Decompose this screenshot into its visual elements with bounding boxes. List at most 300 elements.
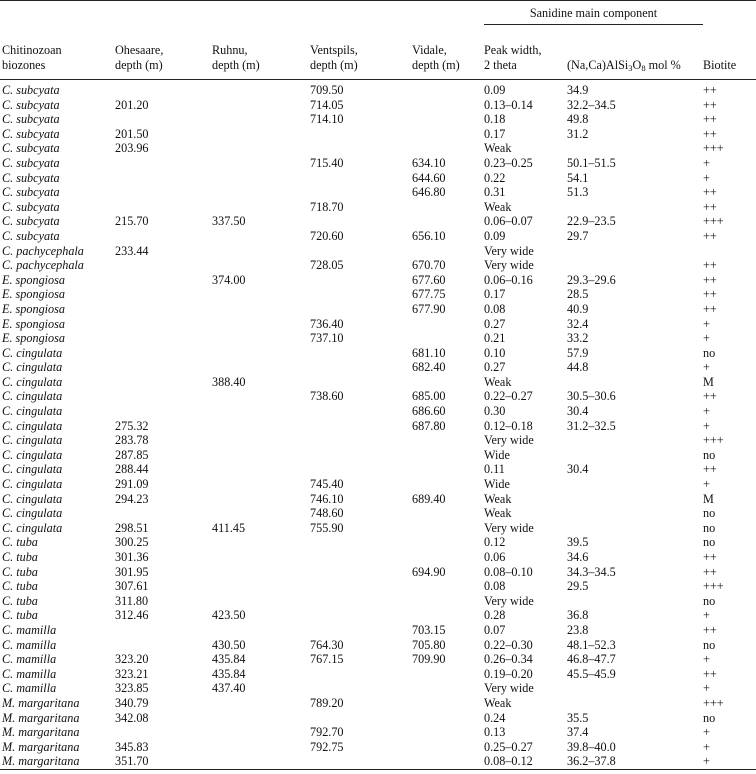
cell-ventspils-depth: 709.50 <box>310 83 344 97</box>
cell-biotite: + <box>703 331 710 346</box>
cell-ruhnu-depth: 411.45 <box>212 520 246 535</box>
cell-biozone: C. mamilla <box>2 637 57 652</box>
cell-composition: 30.4 <box>567 462 589 477</box>
cell-ventspils-depth <box>310 244 412 259</box>
cell-biotite: + <box>703 170 710 185</box>
cell-ohesaare-depth <box>115 331 212 346</box>
cell-biotite: + <box>703 754 756 769</box>
cell-biozone: C. cingulata <box>2 418 63 433</box>
cell-biozone: C. subcyata <box>2 228 60 243</box>
cell-biotite: no <box>703 506 716 521</box>
cell-biozone: C. cingulata <box>2 374 63 389</box>
cell-ventspils-depth <box>310 273 412 288</box>
cell-ventspils-depth <box>310 681 412 696</box>
cell-biotite: ++ <box>703 564 717 579</box>
table-header <box>0 1 756 80</box>
cell-vidale-depth <box>412 535 484 550</box>
cell-vidale-depth: 670.70 <box>412 258 446 273</box>
cell-ventspils-depth <box>310 419 412 434</box>
table-row <box>0 156 756 171</box>
cell-biozone: C. cingulata <box>2 389 63 404</box>
cell-ohesaare-depth <box>115 302 212 317</box>
cell-ruhnu-depth: 435.84 <box>212 666 246 681</box>
cell-peak-width: 0.08–0.10 <box>484 564 533 579</box>
cell-ventspils-depth <box>310 360 412 375</box>
composition-formula-part1: (Na,Ca)AlSi <box>567 58 629 72</box>
cell-peak-width: 0.08 <box>484 301 506 316</box>
cell-composition: 29.5 <box>567 579 589 594</box>
cell-composition: 51.3 <box>567 185 589 200</box>
cell-ruhnu-depth: 435.84 <box>212 652 246 667</box>
cell-composition: 50.1–51.5 <box>567 155 616 170</box>
table-row <box>0 346 756 361</box>
cell-ruhnu-depth <box>212 550 310 565</box>
cell-biozone: C. cingulata <box>2 360 63 375</box>
cell-biotite: + <box>703 155 710 170</box>
cell-ruhnu-depth <box>212 433 310 448</box>
cell-peak-width: 0.10 <box>484 345 506 360</box>
cell-ohesaare-depth <box>115 229 212 244</box>
table-row <box>0 550 756 565</box>
cell-biozone: C. subcyata <box>2 199 60 214</box>
cell-peak-width: 0.12–0.18 <box>484 418 533 433</box>
cell-composition <box>567 681 703 696</box>
cell-biotite: ++ <box>703 126 717 141</box>
cell-peak-width: 0.25–0.27 <box>484 739 533 754</box>
cell-composition: 36.8 <box>567 608 589 623</box>
cell-vidale-depth <box>412 594 484 609</box>
cell-ohesaare-depth: 345.83 <box>115 739 149 754</box>
cell-biotite: ++ <box>703 462 717 477</box>
cell-ohesaare-depth: 291.09 <box>115 477 149 492</box>
cell-ruhnu-depth <box>212 696 310 711</box>
table-row <box>0 331 756 346</box>
cell-composition: 34.9 <box>567 83 589 97</box>
cell-peak-width: Weak <box>484 374 512 389</box>
cell-peak-width: Very wide <box>484 520 534 535</box>
cell-ruhnu-depth <box>212 477 310 492</box>
cell-composition <box>567 492 703 507</box>
cell-ruhnu-depth <box>212 419 310 434</box>
cell-biotite: + <box>703 725 710 740</box>
table-row <box>0 652 756 667</box>
cell-ventspils-depth: 736.40 <box>310 316 344 331</box>
cell-biotite: ++ <box>703 666 717 681</box>
cell-ohesaare-depth: 288.44 <box>115 462 149 477</box>
cell-ventspils-depth: 720.60 <box>310 228 344 243</box>
cell-ventspils-depth: 748.60 <box>310 506 344 521</box>
cell-ruhnu-depth <box>212 360 310 375</box>
cell-biotite: ++ <box>703 185 717 200</box>
cell-ventspils-depth <box>310 594 412 609</box>
cell-biozone: C. cingulata <box>2 462 63 477</box>
table-row <box>0 214 756 229</box>
cell-peak-width: 0.17 <box>484 287 506 302</box>
cell-ohesaare-depth <box>115 725 212 740</box>
cell-biozone: C. subcyata <box>2 170 60 185</box>
cell-ventspils-depth <box>310 462 412 477</box>
cell-composition: 28.5 <box>567 287 589 302</box>
cell-ohesaare-depth: 301.95 <box>115 564 149 579</box>
cell-peak-width: 0.22–0.30 <box>484 637 533 652</box>
cell-ruhnu-depth: 388.40 <box>212 374 246 389</box>
cell-biozone: C. tuba <box>2 608 38 623</box>
cell-ohesaare-depth: 233.44 <box>115 243 149 258</box>
cell-biotite: no <box>703 520 716 535</box>
cell-peak-width: 0.08–0.12 <box>484 754 567 769</box>
cell-vidale-depth <box>412 681 484 696</box>
cell-biozone: C. tuba <box>2 550 38 564</box>
cell-ventspils-depth <box>310 711 412 726</box>
cell-vidale-depth: 687.80 <box>412 418 446 433</box>
cell-peak-width: Weak <box>484 506 512 521</box>
cell-ruhnu-depth <box>212 141 310 156</box>
table-row <box>0 535 756 550</box>
cell-vidale-depth <box>412 696 484 711</box>
cell-ruhnu-depth <box>212 302 310 317</box>
cell-ventspils-depth <box>310 346 412 361</box>
cell-vidale-depth: 677.60 <box>412 272 446 287</box>
cell-ventspils-depth <box>310 127 412 142</box>
cell-ruhnu-depth <box>212 331 310 346</box>
cell-peak-width: 0.13 <box>484 725 506 740</box>
cell-peak-width: Wide <box>484 477 510 492</box>
cell-ruhnu-depth <box>212 711 310 726</box>
cell-vidale-depth <box>412 80 484 98</box>
cell-ventspils-depth: 764.30 <box>310 637 344 652</box>
table-row <box>0 740 756 755</box>
cell-biozone: C. mamilla <box>2 666 57 681</box>
cell-ohesaare-depth: 307.61 <box>115 579 149 594</box>
cell-ventspils-depth <box>310 550 412 565</box>
cell-peak-width: 0.31 <box>484 185 506 200</box>
cell-ventspils-depth: 714.05 <box>310 97 344 112</box>
cell-ruhnu-depth <box>212 754 310 769</box>
cell-composition <box>567 200 703 215</box>
table-row <box>0 623 756 638</box>
cell-composition: 30.4 <box>567 404 589 419</box>
cell-ohesaare-depth <box>115 112 212 127</box>
table-row <box>0 200 756 215</box>
table-row <box>0 112 756 127</box>
cell-biotite: ++ <box>703 83 717 97</box>
cell-peak-width: 0.17 <box>484 126 506 141</box>
composition-sub-3: 3 <box>628 63 633 73</box>
cell-peak-width: 0.23–0.25 <box>484 155 533 170</box>
cell-vidale-depth: 705.80 <box>412 637 446 652</box>
cell-vidale-depth: 677.90 <box>412 301 446 316</box>
table-row <box>0 448 756 463</box>
cell-peak-width: 0.27 <box>484 360 506 375</box>
table-row <box>0 389 756 404</box>
cell-biozone: M. margaritana <box>2 695 80 710</box>
cell-ruhnu-depth <box>212 725 310 740</box>
cell-ohesaare-depth <box>115 287 212 302</box>
cell-peak-width: 0.06–0.16 <box>484 272 533 287</box>
cell-ohesaare-depth <box>115 200 212 215</box>
cell-vidale-depth <box>412 141 484 156</box>
cell-ruhnu-depth <box>212 317 310 332</box>
cell-biotite: +++ <box>703 433 724 448</box>
cell-ruhnu-depth <box>212 565 310 580</box>
cell-peak-width: 0.08 <box>484 579 506 594</box>
cell-biotite: no <box>703 637 716 652</box>
cell-composition <box>567 141 703 156</box>
cell-peak-width: 0.22 <box>484 170 506 185</box>
cell-vidale-depth <box>412 127 484 142</box>
cell-composition <box>567 448 703 463</box>
cell-biozone: C. cingulata <box>2 477 63 492</box>
cell-biozone: C. subcyata <box>2 185 60 200</box>
cell-peak-width: Very wide <box>484 593 534 608</box>
cell-biotite: + <box>703 316 710 331</box>
cell-vidale-depth <box>412 725 484 740</box>
cell-ventspils-depth: 792.70 <box>310 725 344 740</box>
cell-vidale-depth <box>412 200 484 215</box>
cell-composition: 32.4 <box>567 316 589 331</box>
cell-biotite: no <box>703 345 716 360</box>
cell-peak-width: Very wide <box>484 681 534 696</box>
cell-vidale-depth <box>412 331 484 346</box>
cell-vidale-depth <box>412 579 484 594</box>
cell-vidale-depth <box>412 98 484 113</box>
table-row <box>0 171 756 186</box>
cell-composition: 48.1–52.3 <box>567 637 616 652</box>
cell-ruhnu-depth: 437.40 <box>212 681 246 696</box>
cell-biozone: C. mamilla <box>2 652 57 667</box>
cell-ohesaare-depth: 323.20 <box>115 652 149 667</box>
cell-vidale-depth <box>412 754 484 769</box>
table-row <box>0 681 756 696</box>
cell-ruhnu-depth <box>212 579 310 594</box>
cell-vidale-depth: 681.10 <box>412 345 446 360</box>
cell-vidale-depth <box>412 711 484 726</box>
cell-vidale-depth <box>412 433 484 448</box>
cell-ruhnu-depth <box>212 80 310 98</box>
cell-biotite: ++ <box>703 622 717 637</box>
cell-ohesaare-depth <box>115 80 212 98</box>
cell-ruhnu-depth <box>212 389 310 404</box>
cell-ohesaare-depth: 323.85 <box>115 681 149 696</box>
header-composition <box>567 25 703 80</box>
cell-biozone: C. cingulata <box>2 520 63 535</box>
cell-vidale-depth <box>412 112 484 127</box>
cell-composition: 49.8 <box>567 112 589 127</box>
cell-biotite: + <box>703 360 710 375</box>
cell-biozone: C. mamilla <box>2 681 57 696</box>
cell-ventspils-depth <box>310 754 412 769</box>
cell-ruhnu-depth <box>212 156 310 171</box>
cell-ventspils-depth <box>310 302 412 317</box>
cell-ventspils-depth: 755.90 <box>310 520 344 535</box>
cell-vidale-depth: 682.40 <box>412 360 446 375</box>
cell-biozone: C. subcyata <box>2 141 60 156</box>
header-columns-row <box>0 25 756 80</box>
cell-biotite: + <box>703 652 710 667</box>
cell-peak-width: 0.24 <box>484 710 506 725</box>
table-row <box>0 360 756 375</box>
cell-ohesaare-depth <box>115 185 212 200</box>
cell-composition: 35.5 <box>567 710 589 725</box>
cell-composition: 34.3–34.5 <box>567 564 616 579</box>
cell-biozone: E. spongiosa <box>2 331 65 346</box>
cell-peak-width: 0.07 <box>484 622 506 637</box>
cell-ohesaare-depth: 300.25 <box>115 535 149 550</box>
cell-biozone: C. pachycephala <box>2 243 84 258</box>
cell-composition <box>567 477 703 492</box>
cell-ruhnu-depth: 337.50 <box>212 214 246 229</box>
cell-biozone: M. margaritana <box>2 710 80 725</box>
composition-formula-unit: mol % <box>645 58 681 72</box>
table-row <box>0 419 756 434</box>
header-ohesaare: Ohesaare, depth (m) <box>115 43 164 72</box>
table-row <box>0 433 756 448</box>
cell-biotite: ++ <box>703 287 717 302</box>
cell-vidale-depth <box>412 740 484 755</box>
cell-ohesaare-depth <box>115 389 212 404</box>
cell-composition <box>567 696 703 711</box>
cell-peak-width: 0.28 <box>484 608 506 623</box>
cell-peak-width: Weak <box>484 695 512 710</box>
table-row <box>0 506 756 521</box>
cell-biotite: ++ <box>703 301 717 316</box>
cell-biotite: + <box>703 681 710 696</box>
cell-vidale-depth <box>412 244 484 259</box>
table-row <box>0 696 756 711</box>
cell-composition <box>567 594 703 609</box>
cell-peak-width: Weak <box>484 199 512 214</box>
cell-composition: 31.2 <box>567 126 589 141</box>
table-row <box>0 127 756 142</box>
cell-peak-width: 0.09 <box>484 83 506 97</box>
cell-ohesaare-depth: 294.23 <box>115 491 149 506</box>
table-row <box>0 244 756 259</box>
cell-ruhnu-depth <box>212 185 310 200</box>
cell-ruhnu-depth <box>212 287 310 302</box>
cell-ventspils-depth <box>310 608 412 623</box>
table-row <box>0 594 756 609</box>
cell-biotite: ++ <box>703 112 717 127</box>
cell-vidale-depth <box>412 521 484 536</box>
cell-ohesaare-depth <box>115 506 212 521</box>
cell-vidale-depth: 703.15 <box>412 622 446 637</box>
cell-ventspils-depth: 792.75 <box>310 739 344 754</box>
cell-ohesaare-depth: 275.32 <box>115 418 149 433</box>
cell-vidale-depth: 646.80 <box>412 185 446 200</box>
cell-biotite: no <box>703 447 716 462</box>
cell-composition: 29.3–29.6 <box>567 272 616 287</box>
cell-ventspils-depth <box>310 171 412 186</box>
cell-ohesaare-depth <box>115 156 212 171</box>
cell-vidale-depth: 686.60 <box>412 404 446 419</box>
cell-ventspils-depth: 718.70 <box>310 199 344 214</box>
cell-peak-width: Very wide <box>484 258 534 273</box>
table-row <box>0 258 756 273</box>
cell-biotite: +++ <box>703 579 724 594</box>
cell-biozone: C. tuba <box>2 535 38 550</box>
cell-biotite: ++ <box>703 550 717 564</box>
header-sanidine-group: Sanidine main component <box>484 2 703 25</box>
cell-vidale-depth: 689.40 <box>412 491 446 506</box>
cell-ventspils-depth <box>310 623 412 638</box>
cell-vidale-depth: 656.10 <box>412 228 446 243</box>
table-row <box>0 80 756 98</box>
cell-peak-width: 0.22–0.27 <box>484 389 533 404</box>
cell-peak-width: 0.12 <box>484 535 506 550</box>
cell-biozone: M. margaritana <box>0 754 115 769</box>
cell-ruhnu-depth <box>212 506 310 521</box>
cell-vidale-depth <box>412 375 484 390</box>
cell-composition: 40.9 <box>567 301 589 316</box>
cell-composition: 54.1 <box>567 170 589 185</box>
table-row <box>0 229 756 244</box>
cell-biotite: no <box>703 593 716 608</box>
cell-ventspils-depth <box>310 214 412 229</box>
cell-biozone: C. cingulata <box>2 491 63 506</box>
cell-biotite: no <box>703 535 716 550</box>
cell-ventspils-depth <box>310 448 412 463</box>
cell-biozone: C. pachycephala <box>2 258 84 273</box>
cell-ruhnu-depth <box>212 98 310 113</box>
cell-ruhnu-depth <box>212 112 310 127</box>
cell-biozone: M. margaritana <box>2 725 80 740</box>
cell-ventspils-depth <box>310 287 412 302</box>
cell-peak-width: 0.19–0.20 <box>484 666 533 681</box>
cell-biozone: C. cingulata <box>2 404 63 419</box>
table-row <box>0 273 756 288</box>
cell-ventspils-depth <box>310 141 412 156</box>
cell-peak-width: 0.09 <box>484 228 506 243</box>
cell-ventspils-depth <box>310 579 412 594</box>
cell-ruhnu-depth <box>212 258 310 273</box>
table-row <box>0 287 756 302</box>
cell-peak-width: 0.06–0.07 <box>484 214 533 229</box>
cell-peak-width: 0.11 <box>484 462 505 477</box>
cell-biotite: no <box>703 710 716 725</box>
table-row <box>0 317 756 332</box>
table-row <box>0 141 756 156</box>
cell-biozone: C. subcyata <box>2 155 60 170</box>
cell-peak-width: 0.06 <box>484 550 506 564</box>
cell-peak-width: 0.30 <box>484 404 506 419</box>
cell-ventspils-depth <box>310 535 412 550</box>
cell-vidale-depth <box>412 608 484 623</box>
cell-vidale-depth: 677.75 <box>412 287 446 302</box>
table-row <box>0 711 756 726</box>
cell-composition: 31.2–32.5 <box>567 418 616 433</box>
cell-ohesaare-depth: 298.51 <box>115 520 149 535</box>
cell-vidale-depth: 709.90 <box>412 652 446 667</box>
cell-biozone: C. tuba <box>2 564 38 579</box>
table-row <box>0 492 756 507</box>
cell-biotite: + <box>703 739 710 754</box>
cell-vidale-depth <box>412 550 484 565</box>
table-body <box>0 80 756 770</box>
cell-composition: 46.8–47.7 <box>567 652 616 667</box>
cell-biotite: ++ <box>703 258 717 273</box>
cell-ohesaare-depth: 203.96 <box>115 141 149 156</box>
cell-peak-width: 0.27 <box>484 316 506 331</box>
cell-biozone: C. tuba <box>2 579 38 594</box>
cell-ventspils-depth: 746.10 <box>310 491 344 506</box>
cell-ruhnu-depth <box>212 404 310 419</box>
cell-ventspils-depth <box>310 404 412 419</box>
cell-ohesaare-depth <box>115 623 212 638</box>
cell-ohesaare-depth <box>115 404 212 419</box>
table-row <box>0 521 756 536</box>
cell-ohesaare-depth: 340.79 <box>115 695 149 710</box>
cell-ohesaare-depth: 287.85 <box>115 447 149 462</box>
